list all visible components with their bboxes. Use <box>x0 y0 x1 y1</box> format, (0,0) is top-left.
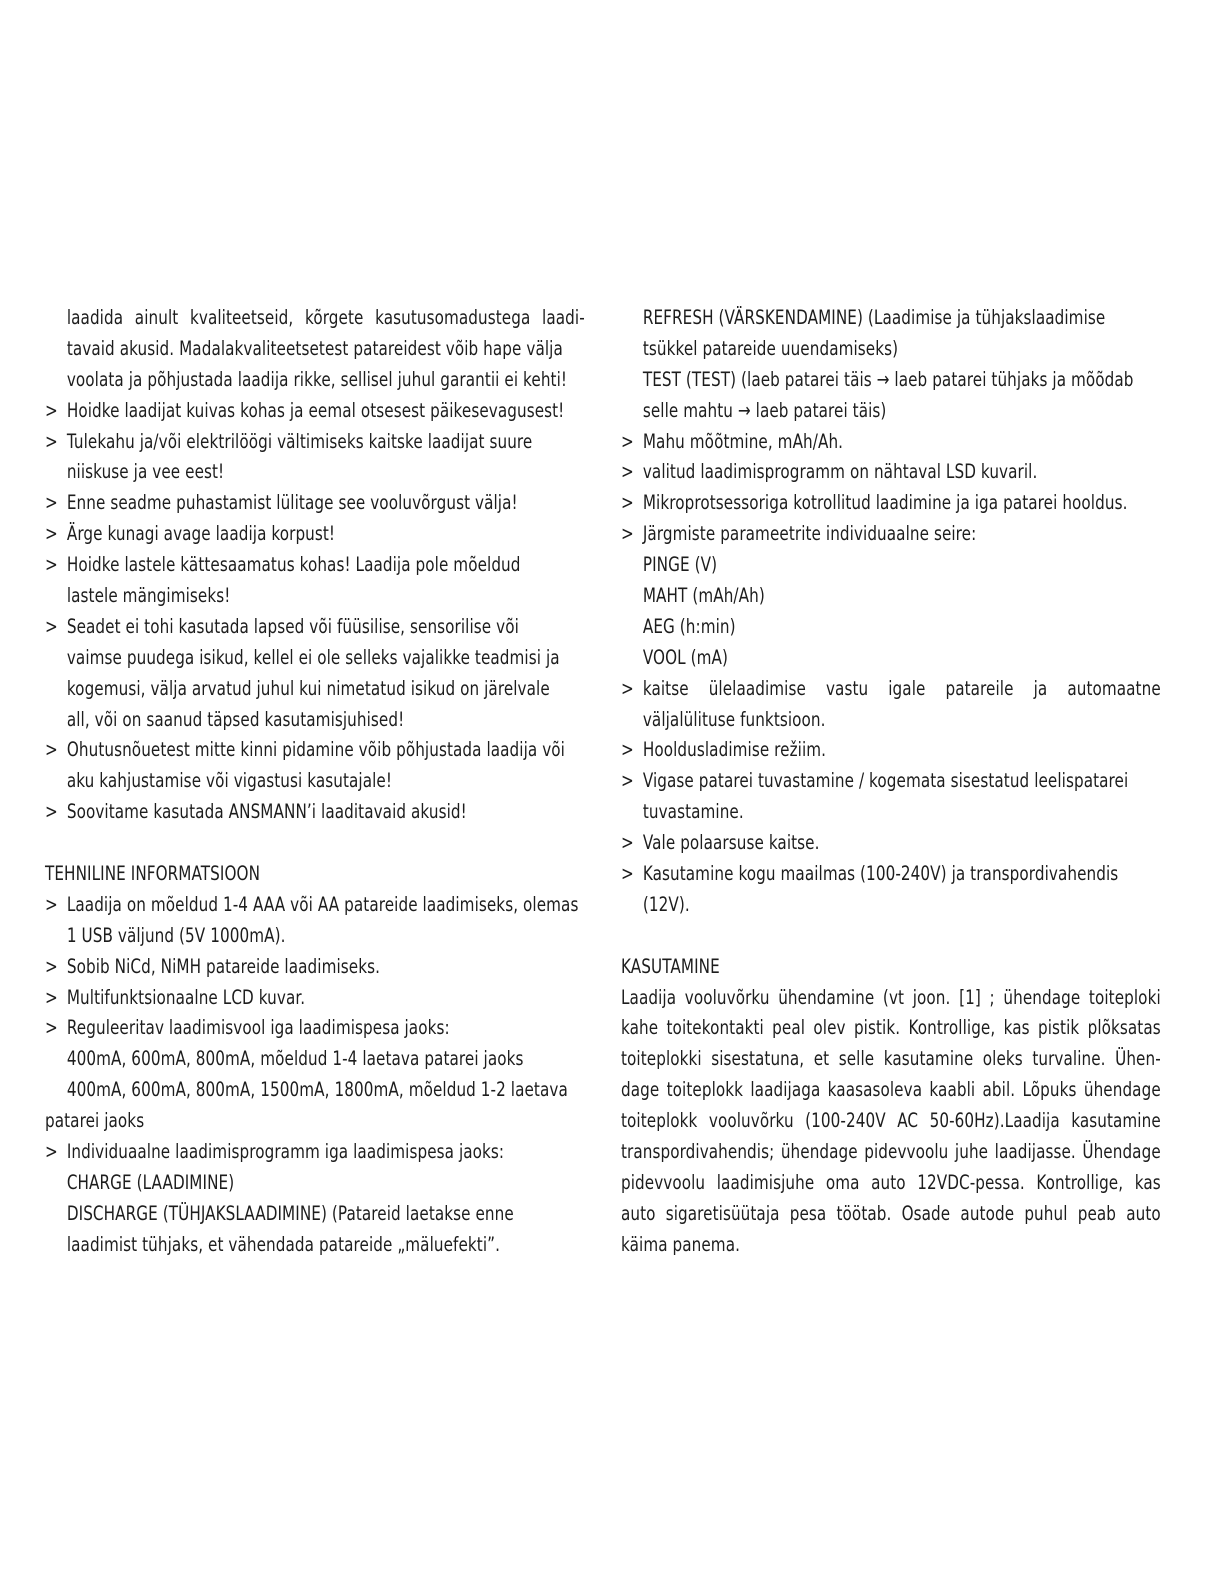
bullet-marker: > <box>45 800 58 824</box>
text-line: dage toiteplokk laadijaga kaasasoleva kaabli abil. Lõpuks ühendage <box>621 1078 1161 1102</box>
text-line: selle mahtu → laeb patarei täis) <box>642 398 887 422</box>
text-line: (12V). <box>642 892 690 916</box>
text-line: laadimist tühjaks, et vähendada patareide „mäluefekti”. <box>66 1232 501 1256</box>
text-line: 400mA, 600mA, 800mA, 1500mA, 1800mA, mõeldud 1-2 laetava <box>66 1078 568 1102</box>
bullet-marker: > <box>45 985 58 1009</box>
text-line: voolata ja põhjustada laadija rikke, sellisel juhul garantii ei kehti! <box>66 367 568 391</box>
text-line: CHARGE (LAADIMINE) <box>66 1170 235 1194</box>
list-item: > kaitse ülelaadimise vastu igale patareile ja automaatne <box>621 674 1161 705</box>
text-line: käima panema. <box>621 1232 741 1256</box>
bullet-marker: > <box>45 892 58 916</box>
bullet-marker: > <box>621 738 634 762</box>
list-item: > Vale polaarsuse kaitse. <box>621 828 1161 859</box>
list-item: > Reguleeritav laadimisvool iga laadimispesa jaoks: <box>45 1013 585 1044</box>
text-line: transpordivahendis; ühendage pidevvoolu juhe laadijasse. Ühendage <box>621 1140 1161 1164</box>
text-line: 1 USB väljund (5V 1000mA). <box>66 923 286 947</box>
list-item: > Ohutusnõuetest mitte kinni pidamine võib põhjustada laadija või <box>45 735 585 766</box>
text-line: väljalülituse funktsioon. <box>642 707 826 731</box>
list-item: > Sobib NiCd, NiMH patareide laadimiseks. <box>45 952 585 983</box>
text-line: MAHT (mAh/Ah) <box>642 584 765 608</box>
bullet-marker: > <box>45 1140 58 1164</box>
text-line: lastele mängimiseks! <box>66 584 231 608</box>
bullet-marker: > <box>621 460 634 484</box>
list-item: > Soovitame kasutada ANSMANN’i laaditavaid akusid! <box>45 797 585 828</box>
bullet-marker: > <box>45 954 58 978</box>
list-item: > valitud laadimisprogramm on nähtaval LSD kuvaril. <box>621 457 1161 488</box>
list-item: > Laadija on mõeldud 1-4 AAA või AA patareide laadimiseks, olemas <box>45 890 585 921</box>
text-line: 400mA, 600mA, 800mA, mõeldud 1-4 laetava patarei jaoks <box>66 1047 524 1071</box>
text-line: tsükkel patareide uuendamiseks) <box>642 336 899 360</box>
bullet-marker: > <box>45 398 58 422</box>
text-line: toiteplokk vooluvõrku (100-240V AC 50-60Hz).Laadija kasutamine <box>621 1109 1161 1133</box>
bullet-marker: > <box>621 491 634 515</box>
list-item: > Individuaalne laadimisprogramm iga laadimispesa jaoks: <box>45 1137 585 1168</box>
text-line: tuvastamine. <box>642 800 744 824</box>
list-item: > Seadet ei tohi kasutada lapsed või füüsilise, sensorilise või <box>45 612 585 643</box>
bullet-marker: > <box>621 429 634 453</box>
section-heading: TEHNILINE INFORMATSIOON <box>45 862 261 886</box>
bullet-marker: > <box>45 429 58 453</box>
bullet-marker: > <box>621 831 634 855</box>
text-line: TEST (TEST) (laeb patarei täis → laeb patarei tühjaks ja mõõdab <box>642 367 1134 391</box>
text-line: Laadija vooluvõrku ühendamine (vt joon. [1] ; ühendage toiteploki <box>621 985 1161 1009</box>
text-line: all, või on saanud täpsed kasutamisjuhised! <box>66 707 405 731</box>
spacer <box>45 828 585 859</box>
list-item: > Hoidke laadijat kuivas kohas ja eemal otsesest päikesevagusest! <box>45 396 585 427</box>
list-item: > Ärge kunagi avage laadija korpust! <box>45 519 585 550</box>
text-line: vaimse puudega isikud, kellel ei ole selleks vajalikke teadmisi ja <box>66 645 560 669</box>
text-line: auto sigaretisüütaja pesa töötab. Osade autode puhul peab auto <box>621 1201 1161 1225</box>
list-item: > Hoidke lastele kättesaamatus kohas! Laadija pole mõeldud <box>45 550 585 581</box>
section-heading: KASUTAMINE <box>621 954 720 978</box>
left-column <box>45 303 585 1261</box>
bullet-marker: > <box>45 522 58 546</box>
spacer <box>621 921 1161 952</box>
list-item: > Mikroprotsessoriga kotrollitud laadimine ja iga patarei hooldus. <box>621 488 1161 519</box>
list-item: > Kasutamine kogu maailmas (100-240V) ja transpordivahendis <box>621 859 1161 890</box>
list-item: > Multifunktsionaalne LCD kuvar. <box>45 983 585 1014</box>
list-item: > Hooldusladimise režiim. <box>621 735 1161 766</box>
list-item: > Enne seadme puhastamist lülitage see vooluvõrgust välja! <box>45 488 585 519</box>
list-item: > Mahu mõõtmine, mAh/Ah. <box>621 427 1161 458</box>
text-line: REFRESH (VÄRSKENDAMINE) (Laadimise ja tühjakslaadimise <box>642 306 1106 329</box>
list-item: > Tulekahu ja/või elektrilöögi vältimiseks kaitske laadijat suure <box>45 427 585 458</box>
bullet-marker: > <box>45 738 58 762</box>
bullet-marker: > <box>45 553 58 577</box>
bullet-marker: > <box>45 614 58 638</box>
bullet-marker: > <box>621 769 634 793</box>
text-line: DISCHARGE (TÜHJAKSLAADIMINE) (Patareid laetakse enne <box>66 1201 514 1225</box>
right-column <box>621 303 1161 1261</box>
list-item: > Järgmiste parameetrite individuaalne seire: <box>621 519 1161 550</box>
bullet-marker: > <box>621 862 634 886</box>
text-line: pidevvoolu laadimisjuhe oma auto 12VDC-pessa. Kontrollige, kas <box>621 1170 1161 1194</box>
list-item: > Vigase patarei tuvastamine / kogemata sisestatud leelispatarei <box>621 766 1161 797</box>
bullet-marker: > <box>45 491 58 515</box>
bullet-marker: > <box>621 522 634 546</box>
text-line: kogemusi, välja arvatud juhul kui nimetatud isikud on järelvale <box>66 676 550 700</box>
text-line: tavaid akusid. Madalakvaliteetsetest patareidest võib hape välja <box>66 336 563 360</box>
bullet-marker: > <box>45 1016 58 1040</box>
text-line: VOOL (mA) <box>642 645 729 669</box>
text-line: AEG (h:min) <box>642 614 736 638</box>
text-line: PINGE (V) <box>642 553 718 577</box>
text-line: toiteplokki sisestatuna, et selle kasutamine oleks turvaline. Ühen- <box>621 1047 1161 1071</box>
bullet-marker: > <box>621 676 634 700</box>
text-line: laadida ainult kvaliteetseid, kõrgete kasutusomadustega laadi- <box>66 306 585 329</box>
text-line: kahe toitekontakti peal olev pistik. Kontrollige, kas pistik plõksatas <box>621 1016 1161 1040</box>
text-line: patarei jaoks <box>45 1109 145 1133</box>
text-line: niiskuse ja vee eest! <box>66 460 225 484</box>
text-line: aku kahjustamise või vigastusi kasutajale! <box>66 769 393 793</box>
